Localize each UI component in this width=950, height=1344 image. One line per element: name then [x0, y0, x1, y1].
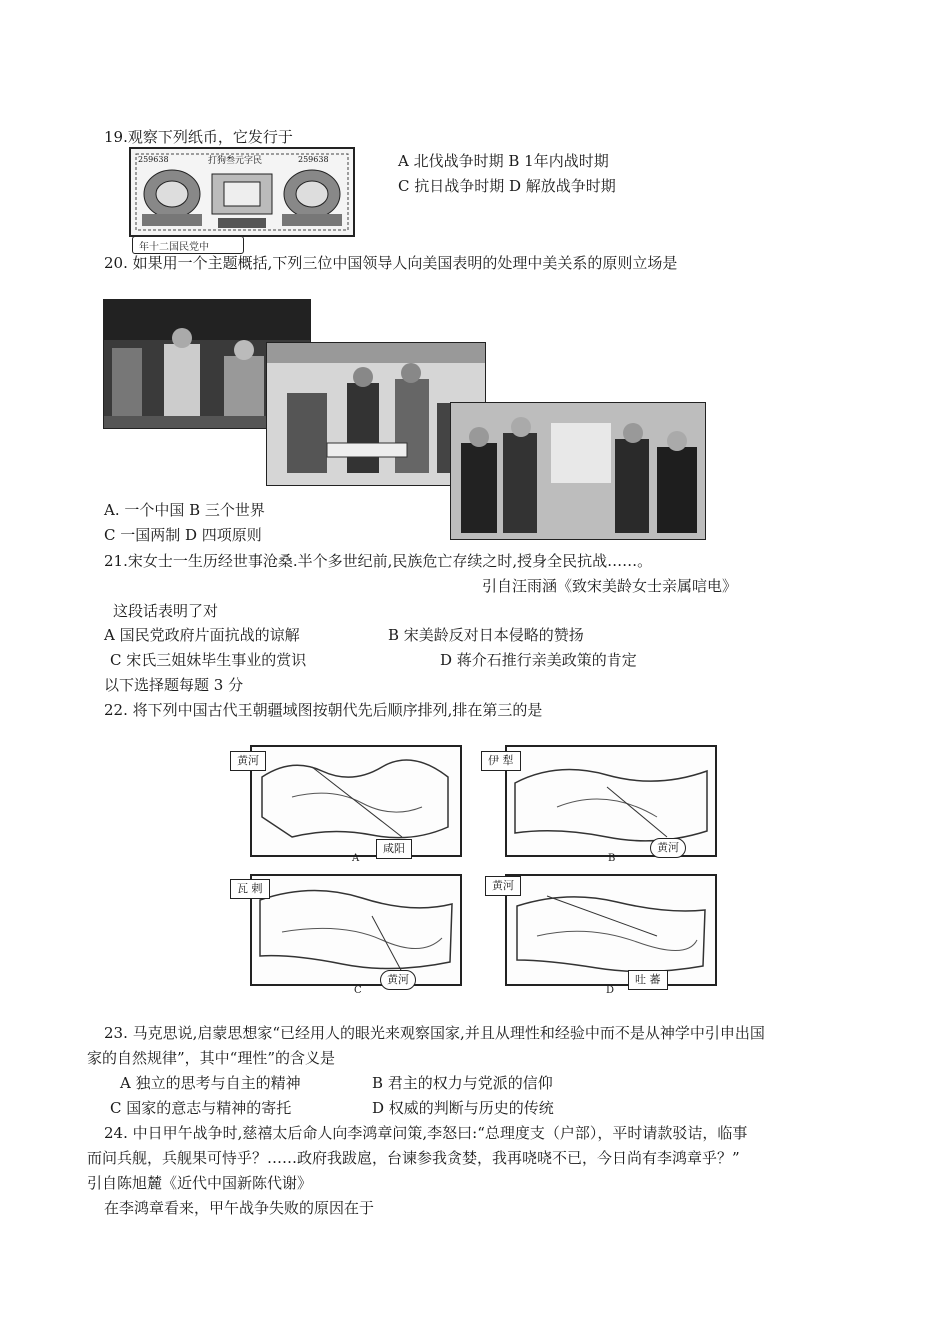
q23-stem-line1: 23. 马克思说,启蒙思想家“已经用人的眼光来观察国家,并且从理性和经验中而不是从神学中引申出国	[104, 1024, 765, 1042]
q21-stem: 21.宋女士一生历经世事沧桑.半个多世纪前,民族危亡存续之时,授身全民抗战……。	[104, 552, 653, 570]
q20-options-line2: C 一国两制 D 四项原则	[104, 526, 262, 544]
q20-options-line1: A. 一个中国 B 三个世界	[104, 501, 265, 519]
map-b-label-top: 伊 犁	[481, 751, 521, 771]
q19-stem: 19.观察下列纸币，它发行于	[104, 128, 293, 146]
map-a-label-top: 黄河	[230, 751, 266, 771]
map-d-letter: D	[606, 985, 615, 996]
map-c-letter: C	[354, 985, 362, 996]
banknote-caption-box	[132, 236, 244, 254]
q21-option-c: C 宋氏三姐妹毕生事业的赏识	[110, 651, 307, 669]
q24-prompt: 在李鸿章看来，甲午战争失败的原因在于	[104, 1199, 375, 1217]
map-b-letter: B	[608, 853, 616, 864]
q23-option-d: D 权威的判断与历史的传统	[372, 1099, 554, 1117]
q22-stem: 22. 将下列中国古代王朝疆域图按朝代先后顺序排列,排在第三的是	[104, 701, 543, 719]
banknote-serial-left: 259638	[138, 155, 169, 164]
q19-options-line2: C 抗日战争时期 D 解放战争时期	[398, 177, 616, 195]
banknote-header: 打狗叁元字民	[208, 156, 263, 166]
q23-stem-line2: 家的自然规律”，其中“理性”的含义是	[87, 1049, 336, 1067]
map-d-label-top: 黄河	[485, 876, 521, 896]
map-b-label-bottom: 黄河	[650, 838, 686, 858]
q21-option-b: B 宋美龄反对日本侵略的赞扬	[388, 626, 584, 644]
q24-stem-line1: 24. 中日甲午战争时,慈禧太后命人向李鸿章问策,李怒曰:“总理度支（户部），平时请款驳诘，临事	[104, 1124, 748, 1142]
q23-option-c: C 国家的意志与精神的寄托	[110, 1099, 292, 1117]
q24-stem-line2: 而问兵舰，兵舰果可恃乎？……政府我跋扈，台谏参我贪婪，我再哓哓不已，今日尚有李鸿章乎？”	[87, 1149, 740, 1167]
map-d-label-bottom: 吐 蕃	[628, 970, 668, 990]
q21-prompt: 这段话表明了对	[113, 602, 219, 620]
map-a-letter: A	[352, 853, 360, 864]
map-b	[505, 745, 717, 857]
banknote-image	[128, 146, 356, 256]
q24-source: 引自陈旭麓《近代中国新陈代谢》	[87, 1174, 313, 1192]
map-c	[250, 874, 462, 986]
q19-options-line1: A 北伐战争时期 B 1年内战时期	[398, 152, 609, 170]
photo-leaders-3	[450, 402, 706, 540]
map-c-label-bottom: 黄河	[380, 970, 416, 990]
banknote-caption: 年十二国民党中	[139, 242, 209, 253]
map-d	[505, 874, 717, 986]
map-a-label-bottom: 咸阳	[376, 839, 412, 859]
section-note: 以下选择题每题 3 分	[104, 676, 244, 694]
q23-option-b: B 君主的权力与党派的信仰	[372, 1074, 553, 1092]
map-c-label-top: 瓦 剌	[230, 879, 270, 899]
q21-option-a: A 国民党政府片面抗战的谅解	[104, 626, 300, 644]
q23-option-a: A 独立的思考与自主的精神	[120, 1074, 301, 1092]
q21-source: 引自汪雨涵《致宋美龄女士亲属唁电》	[482, 577, 738, 595]
q20-stem: 20. 如果用一个主题概括,下列三位中国领导人向美国表明的处理中美关系的原则立场是	[104, 254, 678, 272]
banknote-serial-right: 259638	[298, 155, 329, 164]
map-a	[250, 745, 462, 857]
q21-option-d: D 蒋介石推行亲美政策的肯定	[440, 651, 637, 669]
